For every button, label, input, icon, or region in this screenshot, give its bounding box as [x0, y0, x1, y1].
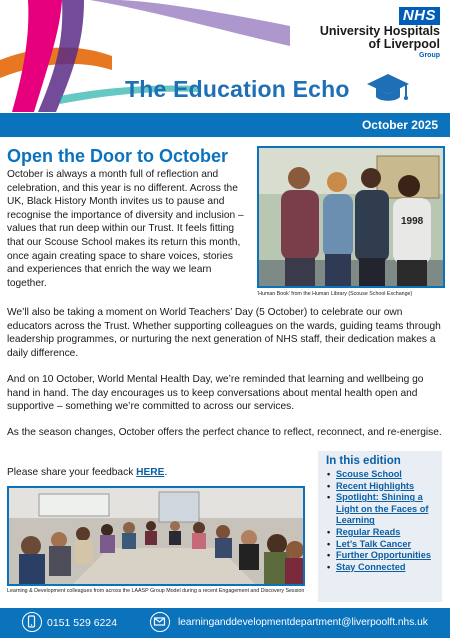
article-paragraph-1: October is always a month full of reflection and celebration, and this year is no different. Across the UK, Black History Month invites us to pause and recognise the importance of diversity and inclusion – values that run deep within our Trust. It feels fitting that our Scouse School makes its return this month, once again creating space to share voices, stories and experiences that enrich the way we learn together. — [7, 169, 244, 289]
contact-footer — [0, 608, 450, 638]
team-session-photo-illustration — [9, 488, 305, 586]
article-headline: Open the Door to October — [7, 146, 229, 166]
contact-email[interactable]: learninganddevelopmentdepartment@liverpoolft.nhs.uk — [178, 617, 428, 628]
edition-item-recent-highlights[interactable]: • Recent Highlights — [326, 481, 434, 493]
shirt-print-text: 1998 — [401, 216, 424, 227]
team-session-photo — [7, 486, 305, 586]
nhs-branding — [320, 7, 440, 60]
in-this-edition-box — [318, 451, 442, 602]
issue-date-bar — [0, 113, 450, 137]
org-name-line1: University Hospitals — [319, 24, 440, 38]
email-icon — [150, 612, 170, 632]
feedback-link[interactable]: HERE — [136, 467, 165, 478]
article-paragraph-4: As the season changes, October offers the perfect chance to reflect, reconnect, and re-energise. — [7, 427, 442, 438]
human-library-photo — [257, 146, 445, 288]
issue-date: October 2025 — [361, 118, 438, 132]
graduation-cap-icon — [366, 70, 410, 106]
edition-item-stay-connected[interactable]: • Stay Connected — [326, 562, 434, 574]
nhs-logo: NHS — [399, 7, 440, 25]
article-paragraph-2: We’ll also be taking a moment on World Teachers’ Day (5 October) to celebrate our own educators across the Trust. Whether supporting colleagues on the wards, guiding teams through leadership programmes, or nurturing the next generation of NHS staff, their dedication makes a daily difference. — [7, 307, 441, 359]
edition-item-spotlight[interactable]: • Spotlight: Shining a Light on the Faces of Learning — [326, 492, 434, 527]
feedback-suffix: . — [164, 467, 168, 478]
edition-item-scouse-school[interactable]: • Scouse School — [326, 469, 434, 481]
org-group-label: Group — [419, 52, 440, 59]
article-paragraph-3: And on 10 October, World Mental Health Day, we’re reminded that learning and wellbeing go hand in hand. The day encourages us to keep conversations about mental health open and supportive – something we’re committed to across our services. — [7, 374, 424, 413]
photo-caption-2: Learning & Development colleagues from across the LAASP Group Model during a recent Engagement and Discovery Session — [7, 588, 305, 594]
feedback-prefix: Please share your feedback — [7, 467, 137, 478]
edition-item-further-opportunities[interactable]: • Further Opportunities — [326, 550, 434, 562]
edition-item-regular-reads[interactable]: • Regular Reads — [326, 527, 434, 539]
edition-item-lets-talk-cancer[interactable]: • Let’s Talk Cancer — [326, 539, 434, 551]
feedback-line — [7, 467, 167, 478]
human-library-photo-illustration — [259, 148, 445, 288]
newsletter-title: The Education Echo — [125, 76, 350, 102]
phone-icon — [22, 612, 42, 632]
edition-contents-list — [326, 469, 434, 573]
contact-phone[interactable]: 0151 529 6224 — [47, 617, 118, 629]
photo-caption-1: ‘Human Book’ from the Human Library (Scouse School Exchange) — [257, 291, 413, 297]
org-name-line2: of Liverpool — [368, 37, 440, 51]
in-this-edition-title: In this edition — [326, 455, 401, 467]
